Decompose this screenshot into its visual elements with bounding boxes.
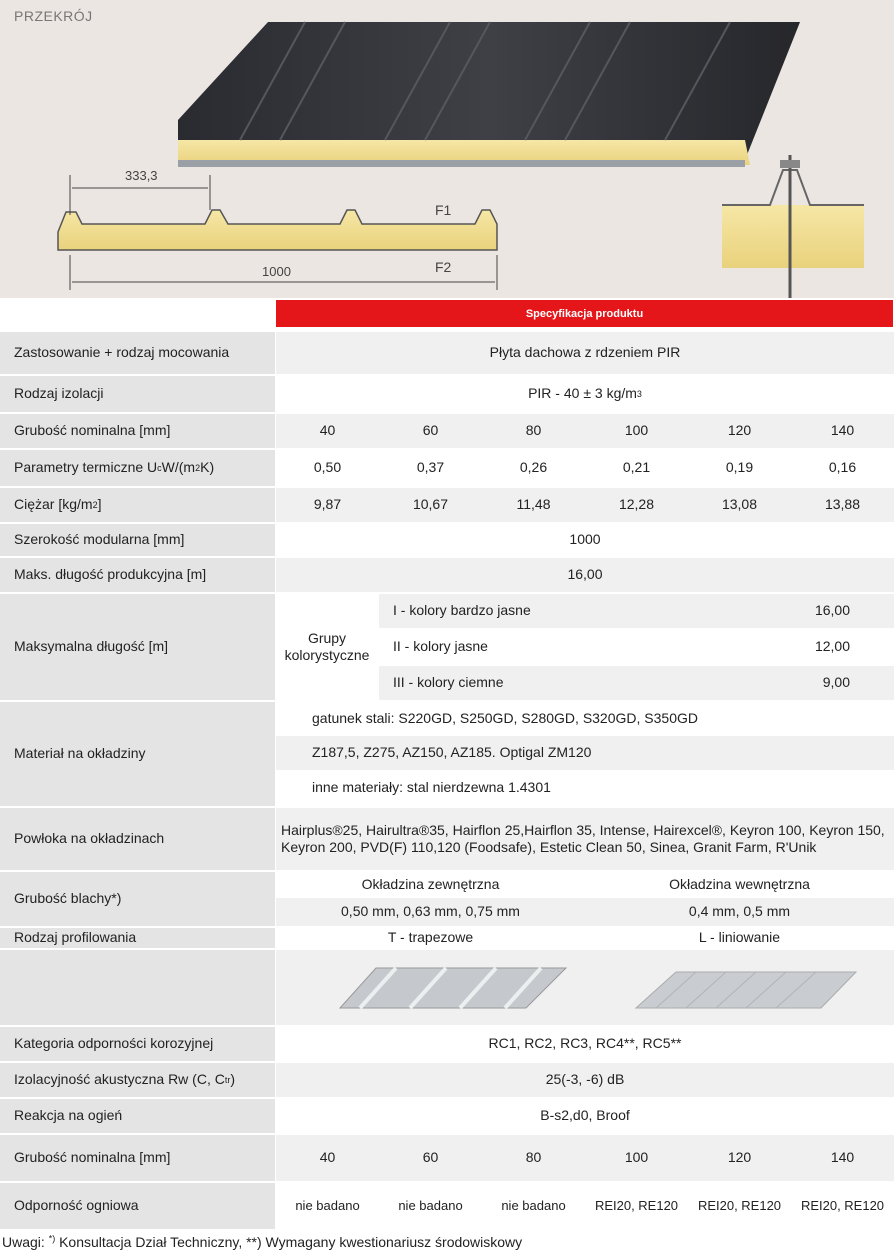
value-powloka: Hairplus®25, Hairultra®35, Hairflon 25,Hairflon 35, Intense, Hairexcel®, Keyron 100, Keyron 150, Keyron 200, PVD(F) 110,120 (Foodsafe), Estetic Clean 50, Sinea, Granit Farm, R'Unik [276, 808, 894, 870]
profile-section [58, 210, 497, 250]
grubosc-cell: 80 [482, 414, 585, 448]
odpornosc-cell: nie badano [276, 1183, 379, 1229]
panel-top-sheet [178, 22, 800, 160]
label-blacha: Grubość blachy*) [0, 872, 275, 926]
profil-t: T - trapezowe [276, 928, 585, 948]
odpornosc-cell: nie badano [379, 1183, 482, 1229]
label-termiczne: Parametry termiczne U c W/(m 2 K) [0, 450, 275, 486]
label-izolacja: Rodzaj izolacji [0, 376, 275, 412]
dim-1000-label: 1000 [262, 264, 291, 279]
ciezar-cell: 11,48 [482, 488, 585, 522]
grubosc2-cell: 60 [379, 1135, 482, 1181]
f2-label: F2 [435, 259, 452, 275]
profil-l: L - liniowanie [585, 928, 894, 948]
label-ogien: Reakcja na ogień [0, 1099, 275, 1133]
label-zastosowanie: Zastosowanie + rodzaj mocowania [0, 332, 275, 374]
label-odpornosc: Odporność ogniowa [0, 1183, 275, 1229]
value-korozja: RC1, RC2, RC3, RC4**, RC5** [276, 1027, 894, 1061]
grubosc-cell: 40 [276, 414, 379, 448]
f1-label: F1 [435, 202, 452, 218]
label-grubosc-2: Grubość nominalna [mm] [0, 1135, 275, 1181]
grubosc2-cell: 140 [791, 1135, 894, 1181]
material-line: inne materiały: stal nierdzewna 1.4301 [276, 770, 894, 806]
value-akustyka: 25(-3, -6) dB [276, 1063, 894, 1097]
panel-drawing [0, 0, 894, 298]
label-maks-dl: Maksymalna długość [m] [0, 594, 275, 700]
group-item-value: 9,00 [585, 666, 894, 700]
ciezar-cell: 13,08 [688, 488, 791, 522]
odpornosc-cell: REI20, RE120 [585, 1183, 688, 1229]
grubosc-cell: 120 [688, 414, 791, 448]
grubosc2-cell: 100 [585, 1135, 688, 1181]
termiczne-cell: 0,16 [791, 450, 894, 486]
group-item-value: 12,00 [585, 630, 894, 664]
section-title: PRZEKRÓJ [14, 8, 93, 24]
group-item-name: III - kolory ciemne [379, 666, 585, 700]
joint-profile [722, 170, 864, 205]
label-korozja: Kategoria odporności korozyjnej [0, 1027, 275, 1061]
lined-sheet [636, 972, 856, 1008]
grubosc-cell: 60 [379, 414, 482, 448]
termiczne-cell: 0,37 [379, 450, 482, 486]
blacha-ext-value: 0,50 mm, 0,63 mm, 0,75 mm [276, 898, 585, 926]
material-line: gatunek stali: S220GD, S250GD, S280GD, S320GD, S350GD [276, 702, 894, 736]
grubosc2-cell: 80 [482, 1135, 585, 1181]
grubosc2-cell: 40 [276, 1135, 379, 1181]
ciezar-cell: 10,67 [379, 488, 482, 522]
profile-sheets-drawing [276, 950, 894, 1025]
group-item-name: II - kolory jasne [379, 630, 585, 664]
value-izolacja: PIR - 40 ± 3 kg/m 3 [276, 376, 894, 412]
color-groups: Grupy kolorystyczne [276, 594, 378, 700]
label-material: Materiał na okładziny [0, 702, 275, 806]
termiczne-cell: 0,19 [688, 450, 791, 486]
dim-333-label: 333,3 [125, 168, 158, 183]
value-zastosowanie: Płyta dachowa z rdzeniem PIR [276, 332, 894, 374]
blacha-int-value: 0,4 mm, 0,5 mm [585, 898, 894, 926]
ciezar-cell: 12,28 [585, 488, 688, 522]
blacha-ext-label: Okładzina zewnętrzna [276, 872, 585, 898]
grubosc-cell: 100 [585, 414, 688, 448]
label-grubosc: Grubość nominalna [mm] [0, 414, 275, 448]
cross-section-illustration [0, 0, 894, 298]
value-maks-prod: 16,00 [276, 558, 894, 592]
label-profile-images [0, 950, 275, 1025]
odpornosc-cell: REI20, RE120 [688, 1183, 791, 1229]
label-szerokosc: Szerokość modularna [mm] [0, 524, 275, 556]
label-ciezar: Ciężar [kg/m 2 ] [0, 488, 275, 522]
group-item-value: 16,00 [585, 594, 894, 628]
spec-header: Specyfikacja produktu [276, 300, 893, 327]
joint-foam [722, 205, 864, 268]
termiczne-cell: 0,50 [276, 450, 379, 486]
grubosc-cell: 140 [791, 414, 894, 448]
material-line: Z187,5, Z275, AZ150, AZ185. Optigal ZM120 [276, 736, 894, 770]
label-akustyka: Izolacyjność akustyczna Rw (C, C tr ) [0, 1063, 275, 1097]
ciezar-cell: 9,87 [276, 488, 379, 522]
label-powloka: Powłoka na okładzinach [0, 808, 275, 870]
footnote: Uwagi: *) Konsultacja Dział Techniczny, **) Wymagany kwestionariusz środowiskowy [2, 1233, 523, 1250]
termiczne-cell: 0,21 [585, 450, 688, 486]
odpornosc-cell: REI20, RE120 [791, 1183, 894, 1229]
profile-images [276, 950, 894, 1025]
value-ogien: B-s2,d0, Broof [276, 1099, 894, 1133]
termiczne-cell: 0,26 [482, 450, 585, 486]
group-item-name: I - kolory bardzo jasne [379, 594, 585, 628]
blacha-int-label: Okładzina wewnętrzna [585, 872, 894, 898]
value-szerokosc: 1000 [276, 524, 894, 556]
ciezar-cell: 13,88 [791, 488, 894, 522]
label-maks-prod: Maks. długość produkcyjna [m] [0, 558, 275, 592]
label-profil: Rodzaj profilowania [0, 928, 275, 948]
grubosc2-cell: 120 [688, 1135, 791, 1181]
odpornosc-cell: nie badano [482, 1183, 585, 1229]
trapezoid-sheet [340, 968, 566, 1008]
